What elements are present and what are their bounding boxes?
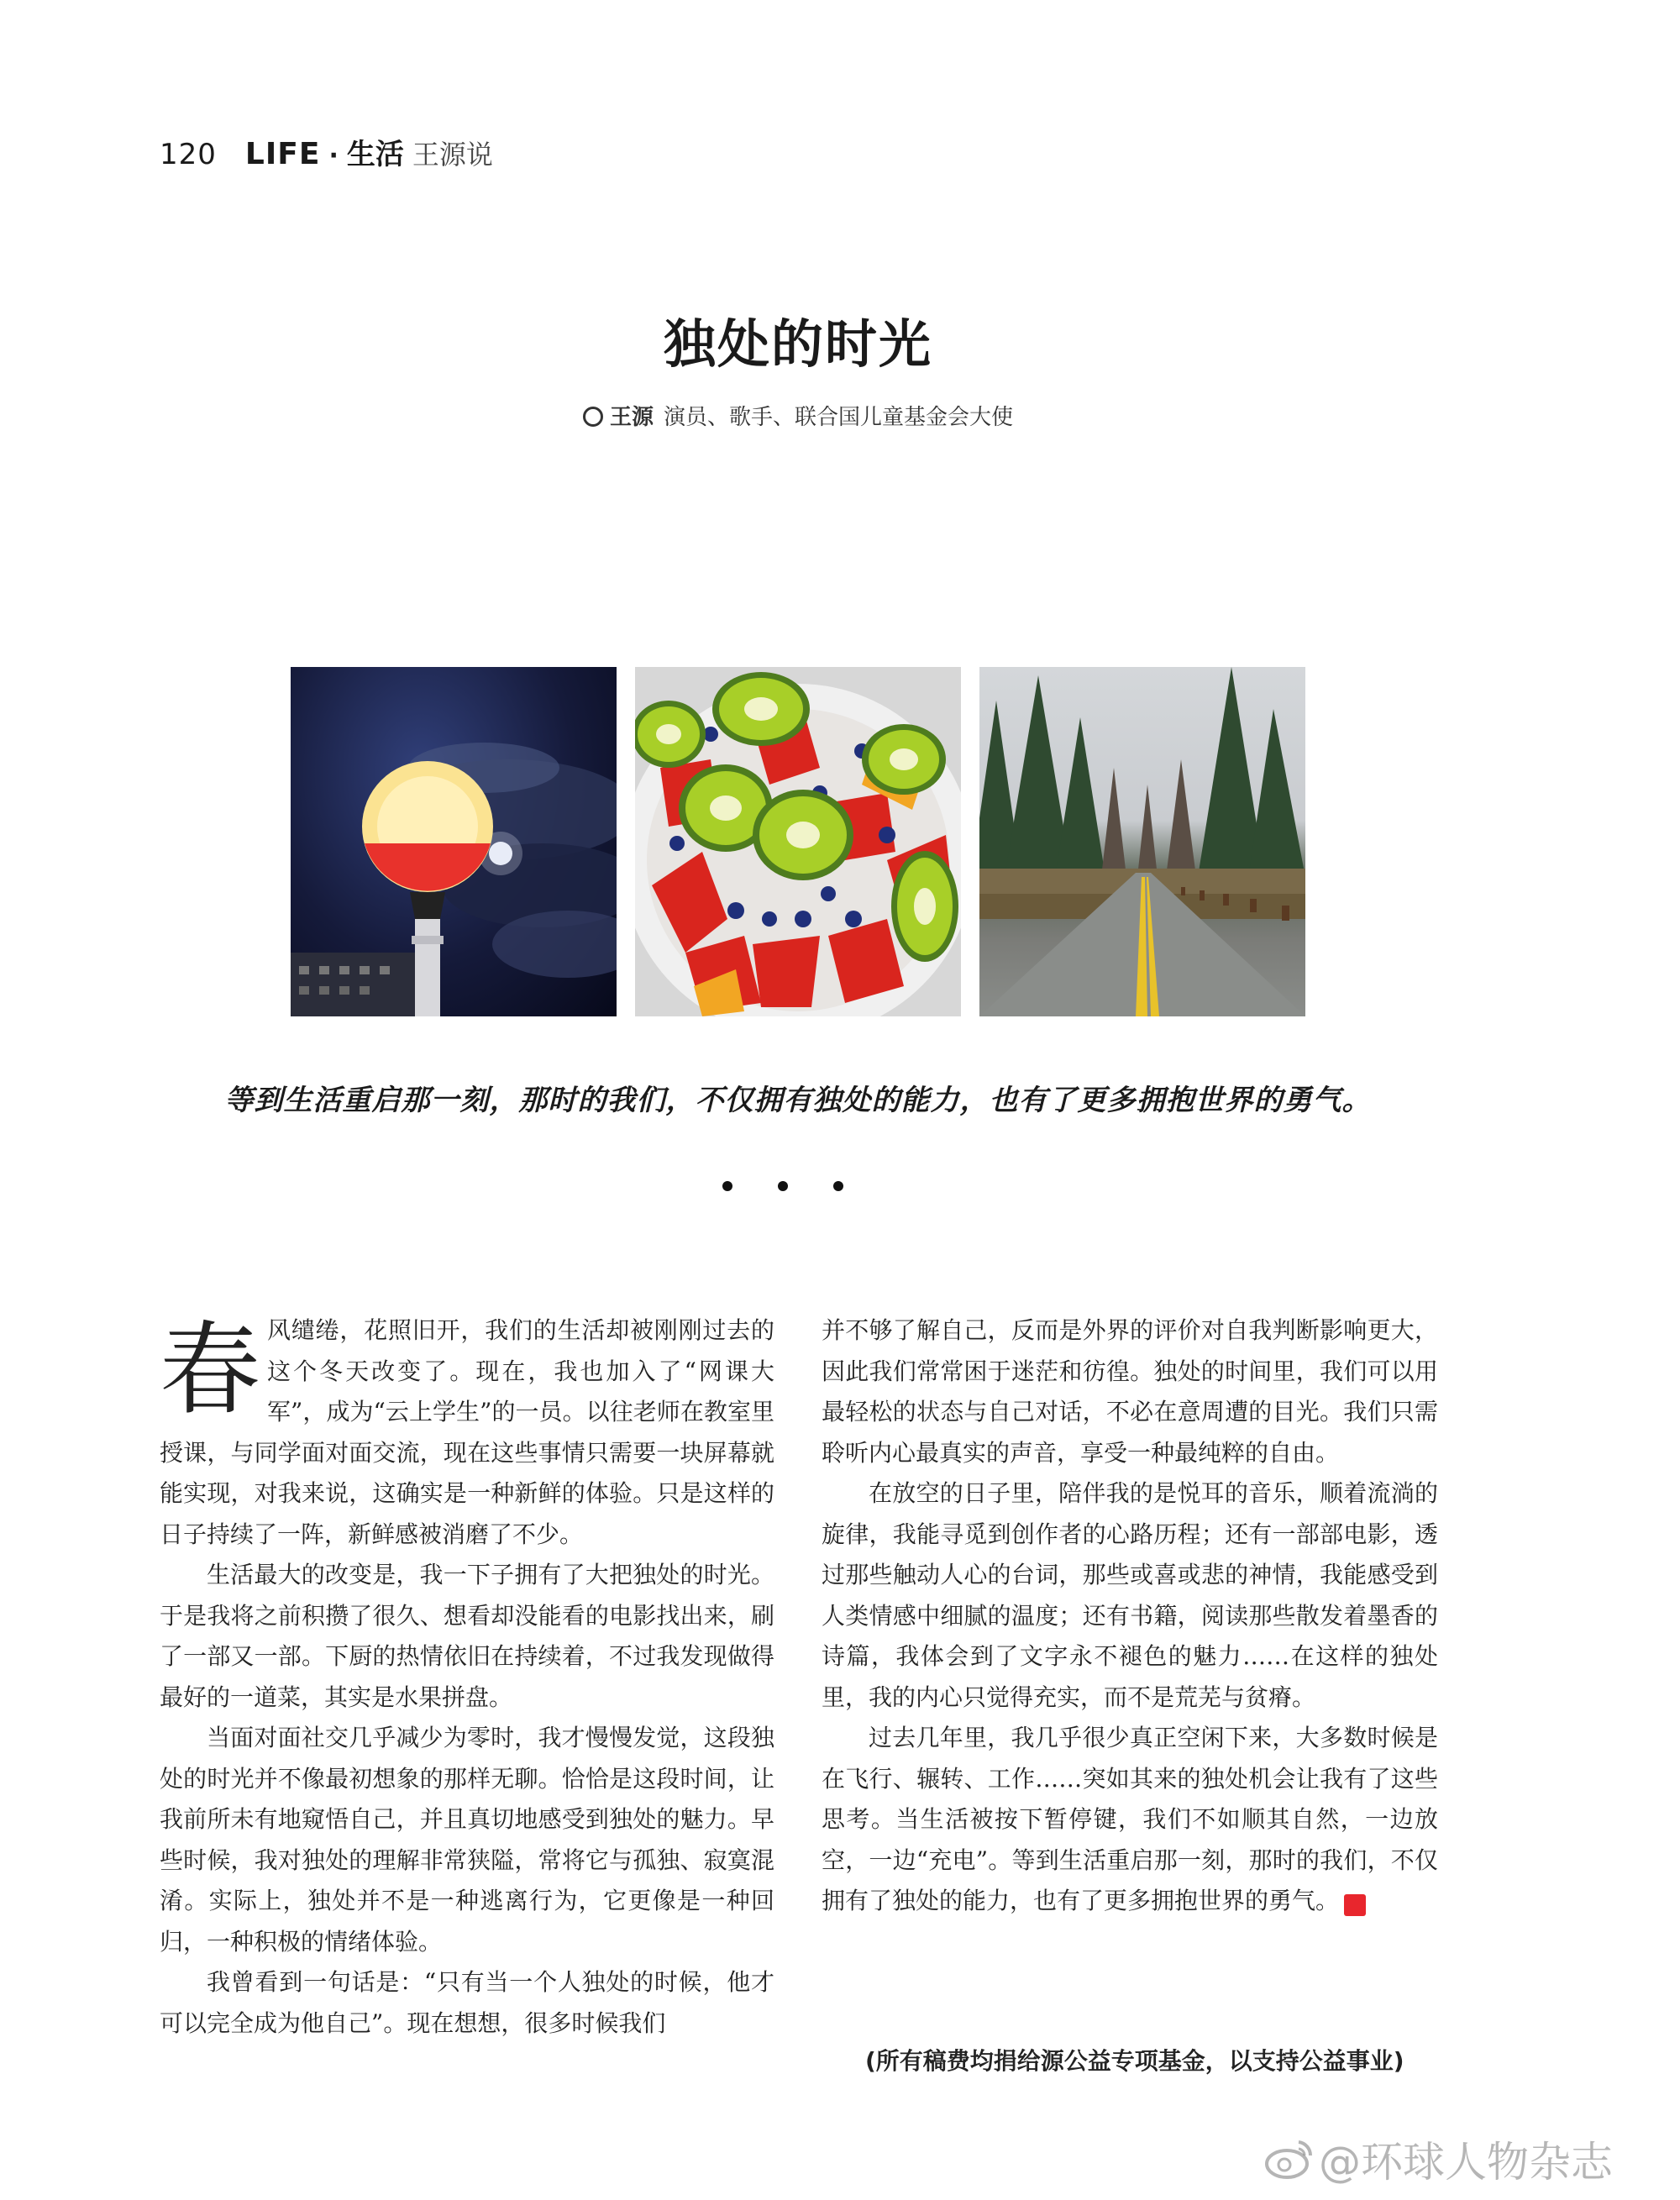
article-body-left-column — [160, 1310, 774, 2044]
circle-icon — [583, 407, 603, 427]
divider-dot — [722, 1181, 732, 1191]
section-name-en: LIFE — [244, 137, 321, 171]
page-header — [160, 131, 493, 173]
street-lamp-moon-photo — [291, 667, 617, 1016]
donation-note: (所有稿费均捐给源公益专项基金，以支持公益事业) — [865, 2047, 1404, 2075]
divider-dot — [778, 1181, 788, 1191]
page-number: 120 — [160, 138, 217, 171]
body-paragraph — [822, 1718, 1438, 1922]
paragraph-text: 风缱绻，花照旧开，我们的生活却被刚刚过去的这个冬天改变了。现在，我也加入了“网课大军”，成为“云上学生”的一员。以往老师在教室里授课，与同学面对面交流，现在这些事情只需要一块屏幕就能实现，对我来说，这确实是一种新鲜的体验。只是这样的日子持续了一阵，新鲜感被消磨了不少。 — [160, 1316, 774, 1548]
pull-quote: 等到生活重启那一刻，那时的我们，不仅拥有独处的能力，也有了更多拥抱世界的勇气。 — [224, 1084, 1372, 1117]
body-paragraph: 生活最大的改变是，我一下子拥有了大把独处的时光。于是我将之前积攒了很久、想看却没能看的电影找出来，刷了一部又一部。下厨的热情依旧在持续着，不过我发现做得最好的一道菜，其实是水果拼盘。 — [160, 1561, 774, 1711]
watermark — [1265, 2129, 1613, 2189]
body-paragraph: 并不够了解自己，反而是外界的评价对自我判断影响更大，因此我们常常困于迷茫和彷徨。独处的时间里，我们可以用最轻松的状态与自己对话，不必在意周遭的目光。我们只需聆听内心最真实的声音，享受一种最纯粹的自由。 — [822, 1316, 1438, 1467]
watermark-text: @环球人物杂志 — [1319, 2138, 1613, 2187]
body-paragraph: 当面对面社交几乎减少为零时，我才慢慢发觉，这段独处的时光并不像最初想象的那样无聊。恰恰是这段时间，让我前所未有地窥悟自己，并且真切地感受到独处的魅力。早些时候，我对独处的理解非常狭隘，常将它与孤独、寂寞混淆。实际上，独处并不是一种逃离行为，它更像是一种回归，一种积极的情绪体验。 — [160, 1724, 774, 1956]
section-name-cn: 生活 — [346, 138, 404, 171]
body-paragraph: 我曾看到一句话是：“只有当一个人独处的时候，他才可以完全成为他自己”。现在想想，很多时候我们 — [160, 1968, 774, 2037]
fruit-platter-photo — [635, 667, 961, 1016]
column-name: 王源说 — [412, 139, 493, 171]
article-body-right-column — [822, 1310, 1438, 1922]
section-divider — [722, 1181, 843, 1191]
forest-road-photo — [979, 667, 1305, 1016]
body-paragraph: 在放空的日子里，陪伴我的是悦耳的音乐，顺着流淌的旋律，我能寻觅到创作者的心路历程；还有一部部电影，透过那些触动人心的台词，那些或喜或悲的神情，我能感受到人类情感中细腻的温度；还有书籍，阅读那些散发着墨香的诗篇，我体会到了文字永不褪色的魅力……在这样的独处里，我的内心只觉得充实，而不是荒芜与贫瘠。 — [822, 1479, 1438, 1711]
section-separator: · — [328, 141, 339, 171]
author-description: 演员、歌手、联合国儿童基金会大使 — [664, 405, 1014, 430]
paragraph-text: 过去几年里，我几乎很少真正空闲下来，大多数时候是在飞行、辗转、工作……突如其来的独处机会让我有了这些思考。当生活被按下暂停键，我们不如顺其自然，一边放空，一边“充电”。等到生活重启那一刻，那时的我们，不仅拥有了独处的能力，也有了更多拥抱世界的勇气。 — [822, 1724, 1438, 1914]
weibo-icon — [1265, 2139, 1314, 2179]
byline — [0, 400, 1596, 431]
drop-cap: 春 — [160, 1312, 260, 1429]
divider-dot — [833, 1181, 843, 1191]
body-paragraph — [160, 1310, 774, 1555]
author-name: 王源 — [609, 405, 654, 430]
article-title: 独处的时光 — [663, 313, 932, 375]
end-mark-icon: G — [1344, 1894, 1366, 1916]
